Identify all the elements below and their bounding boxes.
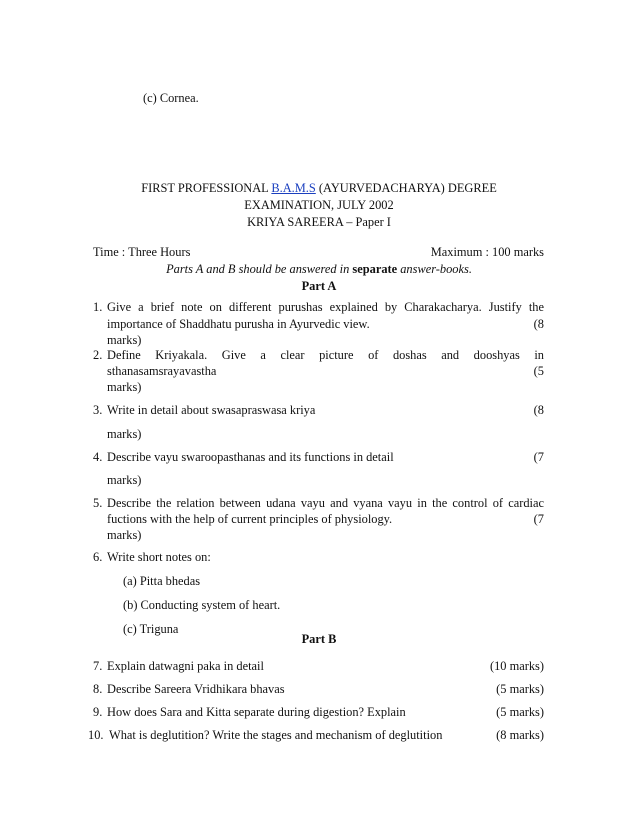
exam-header-line3: KRIYA SAREERA – Paper I: [247, 215, 391, 229]
q10-number: 10.: [88, 728, 104, 742]
q1-number: 1.: [93, 300, 103, 314]
q1-marks: (8: [533, 317, 544, 331]
part-a-title: Part A: [301, 279, 337, 293]
q8-text: Describe Sareera Vridhikara bhavas: [107, 682, 285, 696]
q9-number: 9.: [93, 705, 103, 719]
q10-text: What is deglutition? Write the stages and mechanism of deglutition: [109, 728, 443, 742]
q5-marks: (7: [533, 512, 544, 526]
q4-marks: (7: [533, 450, 544, 464]
q6-item-b: (b) Conducting system of heart.: [123, 598, 281, 612]
exam-instruction: [0, 262, 638, 277]
q9-marks: (5 marks): [496, 705, 544, 719]
instruction-text-1: Parts A and B should be answered in: [166, 262, 353, 276]
previous-paper-fragment: (c) Cornea.: [143, 91, 199, 105]
q2-marks-cont: marks): [107, 380, 142, 394]
q2-line1: Define Kriyakala. Give a clear picture of doshas and dooshyas in: [107, 348, 544, 362]
q3-line1: Write in detail about swasapraswasa kriya: [107, 403, 316, 417]
q5-marks-cont: marks): [107, 528, 142, 542]
q6-item-c: (c) Triguna: [123, 622, 179, 636]
q4-number: 4.: [93, 450, 103, 464]
q5-number: 5.: [93, 496, 103, 510]
q2-number: 2.: [93, 348, 103, 362]
q3-marks-cont: marks): [107, 427, 142, 441]
q3-number: 3.: [93, 403, 103, 417]
q5-line2: fuctions with the help of current principles of physiology.: [107, 512, 393, 526]
part-b-title: Part B: [301, 632, 337, 646]
header-suffix: (AYURVEDACHARYA) DEGREE: [315, 181, 497, 195]
q10-marks: (8 marks): [496, 728, 544, 742]
q1-line2: importance of Shaddhatu purusha in Ayurvedic view.: [107, 317, 370, 331]
q8-number: 8.: [93, 682, 103, 696]
q7-marks: (10 marks): [489, 659, 544, 673]
instruction-bold: separate: [352, 262, 398, 276]
q4-marks-cont: marks): [107, 473, 142, 487]
bams-link[interactable]: B.A.M.S: [271, 181, 316, 195]
q6-number: 6.: [93, 550, 103, 564]
q1-marks-cont: marks): [107, 333, 142, 347]
q6-line1: Write short notes on:: [107, 550, 211, 564]
instruction-text-2: answer-books.: [397, 262, 472, 276]
exam-max-marks: Maximum : 100 marks: [430, 245, 544, 259]
q2-line2: sthanasamsrayavastha: [107, 364, 217, 378]
q1-line1: Give a brief note on different purushas explained by Charakacharya. Justify the: [107, 300, 544, 314]
q4-line1: Describe vayu swaroopasthanas and its functions in detail: [107, 450, 394, 464]
q3-marks: (8: [533, 403, 544, 417]
q7-text: Explain datwagni paka in detail: [107, 659, 264, 673]
exam-time: Time : Three Hours: [93, 245, 191, 259]
exam-header-line1: [0, 181, 638, 196]
header-prefix: FIRST PROFESSIONAL: [141, 181, 272, 195]
q6-item-a: (a) Pitta bhedas: [123, 574, 201, 588]
q5-line1: Describe the relation between udana vayu and vyana vayu in the control of cardiac: [107, 496, 544, 510]
q8-marks: (5 marks): [496, 682, 544, 696]
q2-marks: (5: [533, 364, 544, 378]
q9-text: How does Sara and Kitta separate during digestion? Explain: [107, 705, 406, 719]
exam-header-line2: EXAMINATION, JULY 2002: [244, 198, 394, 212]
q7-number: 7.: [93, 659, 103, 673]
